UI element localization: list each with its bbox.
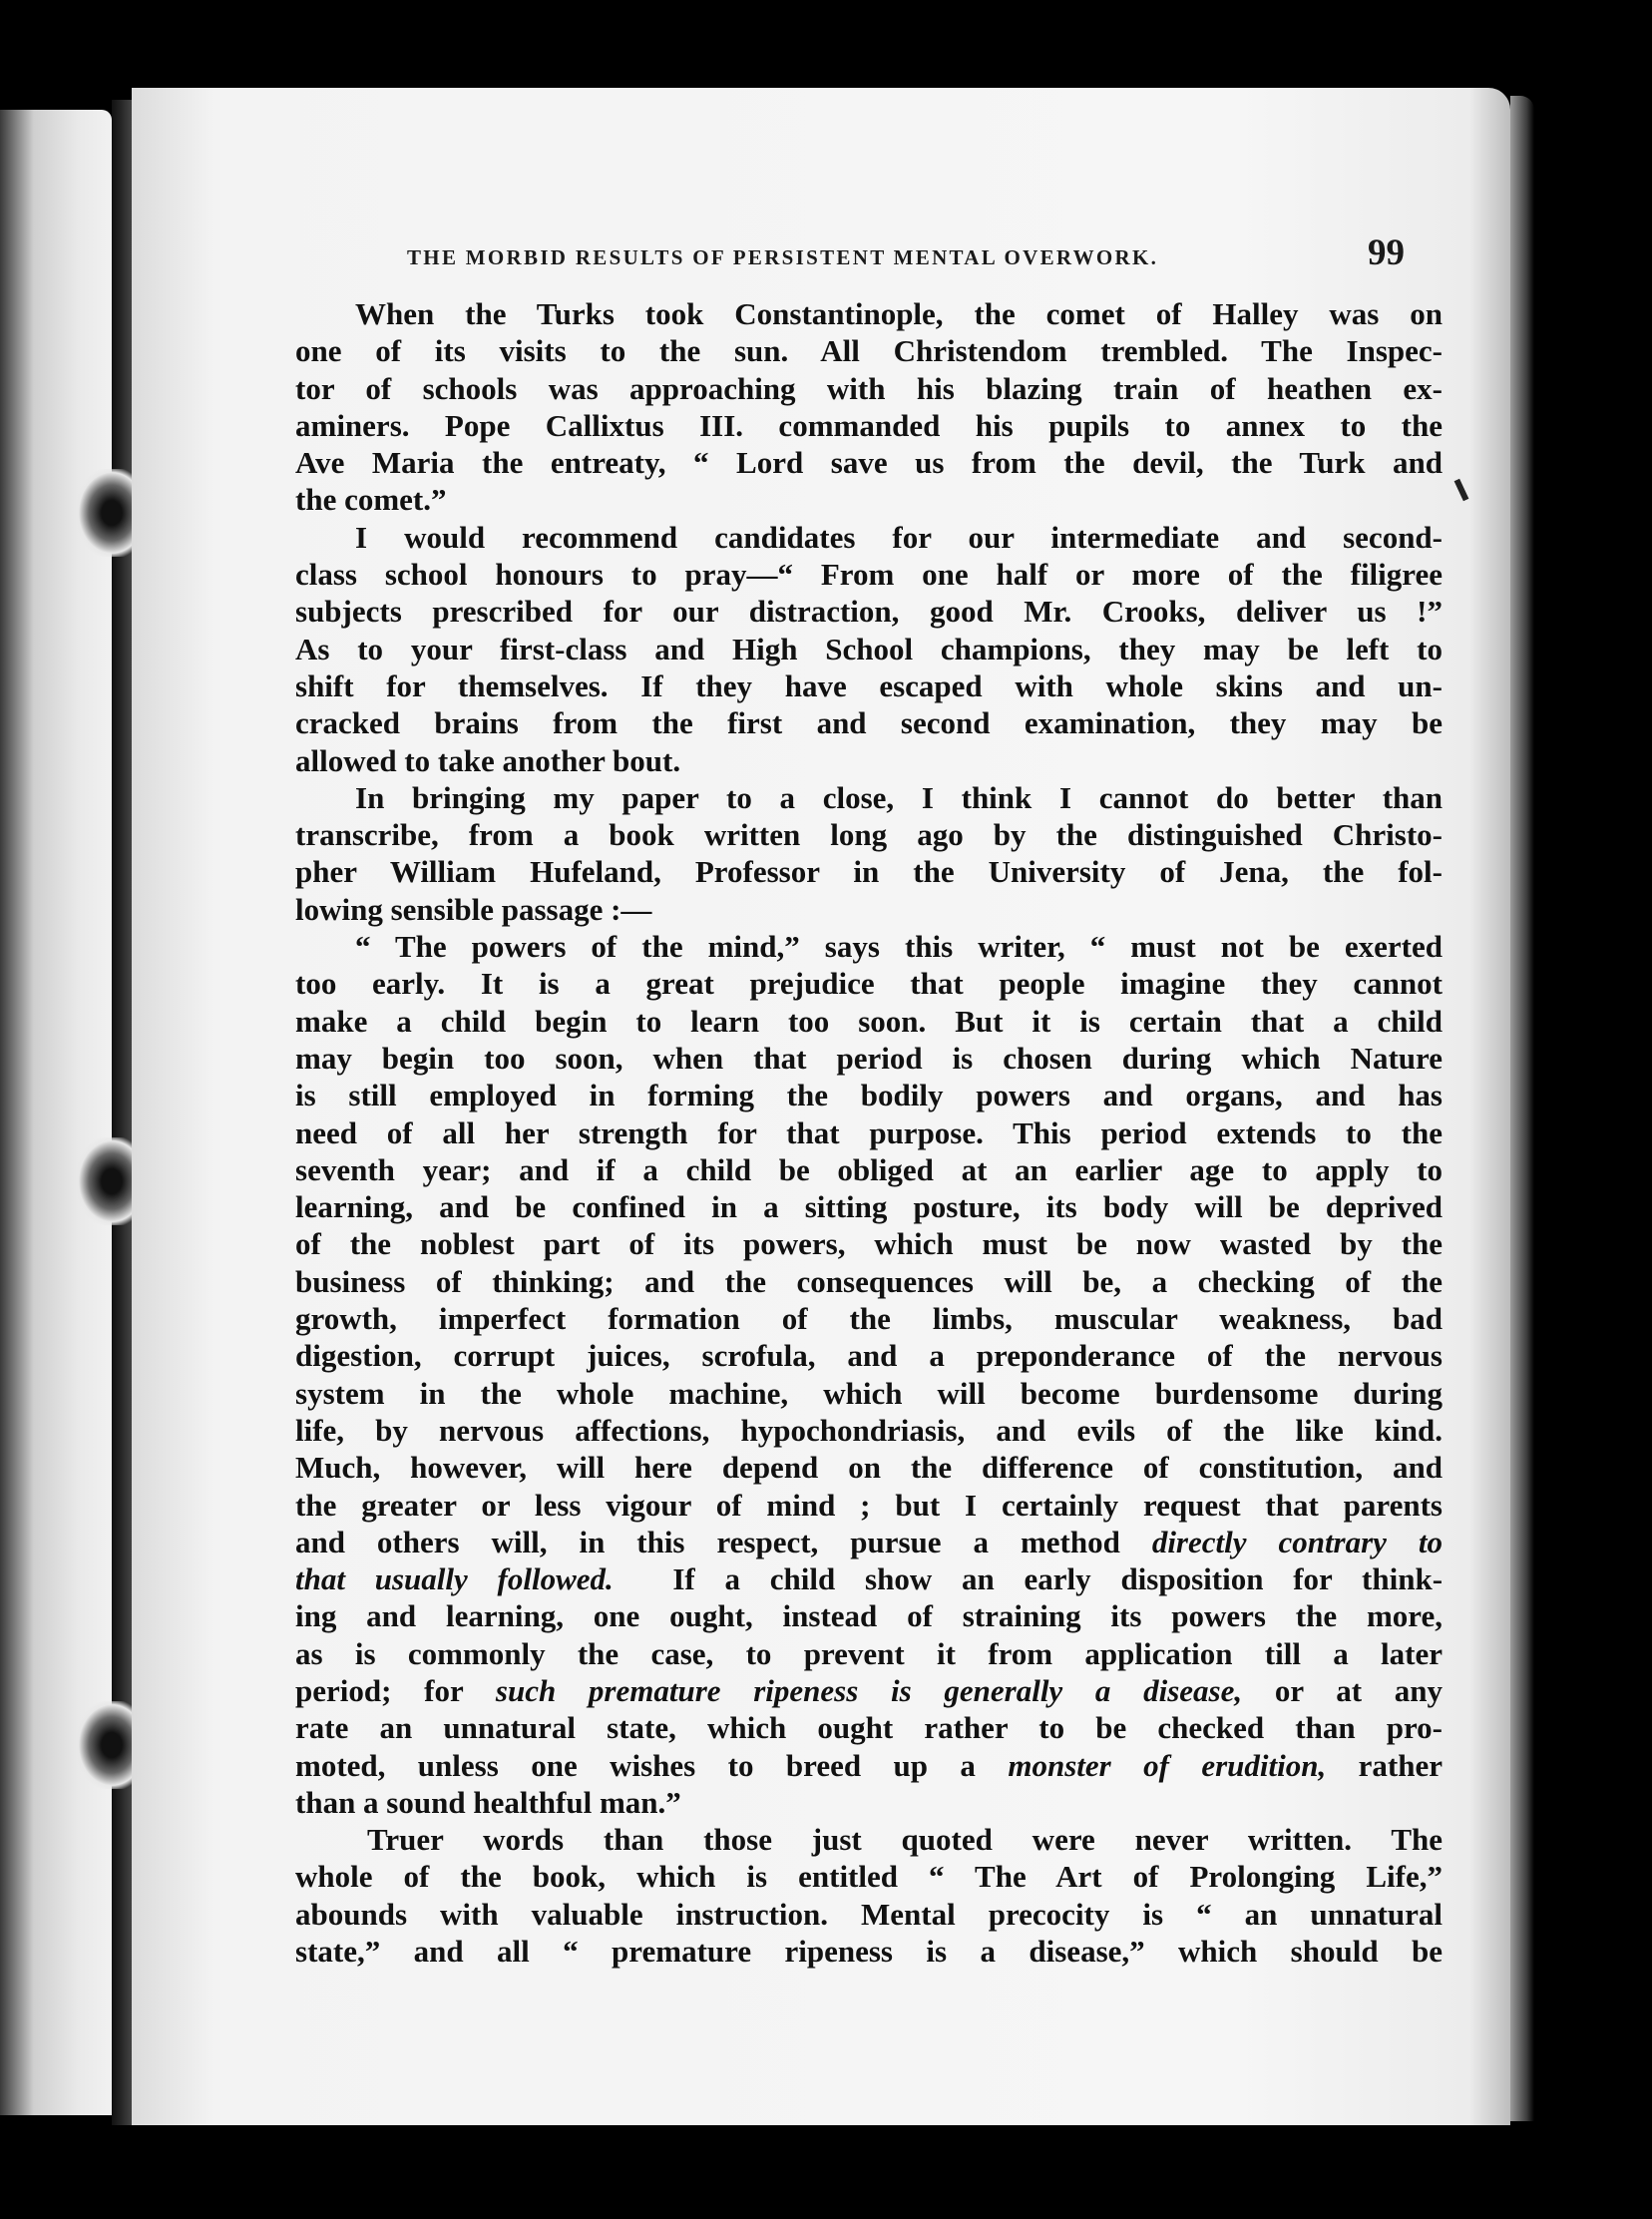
page-number: 99 [1368, 232, 1405, 273]
text-line: lowing sensible passage :— [295, 891, 652, 927]
italic-run: directly contrary to [1151, 1524, 1444, 1559]
text-line: abounds with valuable instruction. Mental precocity is “ an unnatural [295, 1896, 1443, 1932]
text-run: rather [1358, 1747, 1444, 1783]
text-line: subjects prescribed for our distraction, good Mr. Crooks, deliver us !” [295, 594, 1443, 630]
text-line: transcribe, from a book written long ago by the distinguished Christo- [295, 817, 1443, 853]
book-gutter [112, 100, 132, 2125]
text-line: rate an unnatural state, which ought rather to be checked than pro- [295, 1710, 1443, 1746]
text-line [295, 1747, 1443, 1784]
running-title: THE MORBID RESULTS OF PERSISTENT MENTAL OVERWORK. [407, 245, 1159, 269]
text-run: moted, unless one wishes to breed up a [295, 1747, 976, 1783]
text-line: business of thinking; and the consequences will be, a checking of the [295, 1263, 1443, 1299]
text-line: I would recommend candidates for our intermediate and second- [355, 519, 1443, 555]
italic-run: monster of erudition, [1008, 1747, 1327, 1783]
italic-run: that usually followed. [295, 1561, 614, 1597]
text-line: aminers. Pope Callixtus III. commanded his pupils to annex to the [295, 407, 1443, 443]
text-line: whole of the book, which is entitled “ The Art of Prolonging Life,” [295, 1859, 1443, 1895]
text-line: learning, and be confined in a sitting posture, its body will be deprived [295, 1189, 1443, 1225]
text-line: shift for themselves. If they have escaped with whole skins and un- [295, 667, 1443, 703]
text-line: class school honours to pray—“ From one half or more of the filigree [295, 557, 1443, 593]
page-edge-shadow [1510, 96, 1534, 2121]
text-run: and others will, in this respect, pursue a method [295, 1524, 1120, 1559]
text-line: of the noblest part of its powers, which must be now wasted by the [295, 1226, 1443, 1262]
italic-run: such premature ripeness is generally a disease, [495, 1672, 1243, 1708]
text-run: or at any [1274, 1672, 1444, 1708]
text-line: cracked brains from the first and second examination, they may be [295, 705, 1443, 741]
previous-page-edge [0, 110, 112, 2115]
page-header [407, 231, 1405, 277]
text-line: than a sound healthful man.” [295, 1784, 681, 1820]
text-line: allowed to take another bout. [295, 742, 681, 778]
text-line: ing and learning, one ought, instead of straining its powers the more, [295, 1598, 1443, 1634]
text-line [295, 1672, 1443, 1709]
text-line: As to your first-class and High School champions, they may be left to [295, 631, 1443, 666]
text-line: life, by nervous affections, hypochondriasis, and evils of the like kind. [295, 1412, 1443, 1448]
text-line: need of all her strength for that purpose. This period extends to the [295, 1114, 1443, 1150]
text-line [295, 1560, 1443, 1597]
text-line: too early. It is a great prejudice that people imagine they cannot [295, 966, 1443, 1002]
text-line: Truer words than those just quoted were never written. The [367, 1822, 1443, 1858]
text-line: seventh year; and if a child be obliged at an earlier age to apply to [295, 1151, 1443, 1187]
text-line [295, 1524, 1443, 1560]
text-run: period; for [295, 1672, 464, 1708]
text-line: When the Turks took Constantinople, the comet of Halley was on [355, 296, 1443, 331]
body-text [295, 295, 1443, 1970]
text-line: system in the whole machine, which will become burdensome during [295, 1375, 1443, 1411]
text-line: one of its visits to the sun. All Christendom trembled. The Inspec- [295, 333, 1443, 369]
text-line: pher William Hufeland, Professor in the University of Jena, the fol- [295, 854, 1443, 890]
text-line: as is commonly the case, to prevent it from application till a later [295, 1635, 1443, 1671]
text-line: growth, imperfect formation of the limbs, muscular weakness, bad [295, 1301, 1443, 1337]
text-line: In bringing my paper to a close, I think I cannot do better than [355, 779, 1443, 815]
text-line: state,” and all “ premature ripeness is a disease,” which should be [295, 1934, 1443, 1970]
text-line: the greater or less vigour of mind ; but I certainly request that parents [295, 1487, 1443, 1523]
text-line: tor of schools was approaching with his blazing train of heathen ex- [295, 370, 1443, 406]
text-line: the comet.” [295, 482, 447, 518]
text-line: make a child begin to learn too soon. But it is certain that a child [295, 1003, 1443, 1039]
text-line: digestion, corrupt juices, scrofula, and a preponderance of the nervous [295, 1338, 1443, 1374]
text-line: Ave Maria the entreaty, “ Lord save us from the devil, the Turk and [295, 445, 1443, 481]
text-run: If a child show an early disposition for think- [672, 1561, 1444, 1597]
text-line: is still employed in forming the bodily powers and organs, and has [295, 1078, 1443, 1113]
text-line: may begin too soon, when that period is chosen during which Nature [295, 1040, 1443, 1076]
text-line: “ The powers of the mind,” says this writer, “ must not be exerted [355, 929, 1443, 965]
text-line: Much, however, will here depend on the difference of constitution, and [295, 1450, 1443, 1486]
